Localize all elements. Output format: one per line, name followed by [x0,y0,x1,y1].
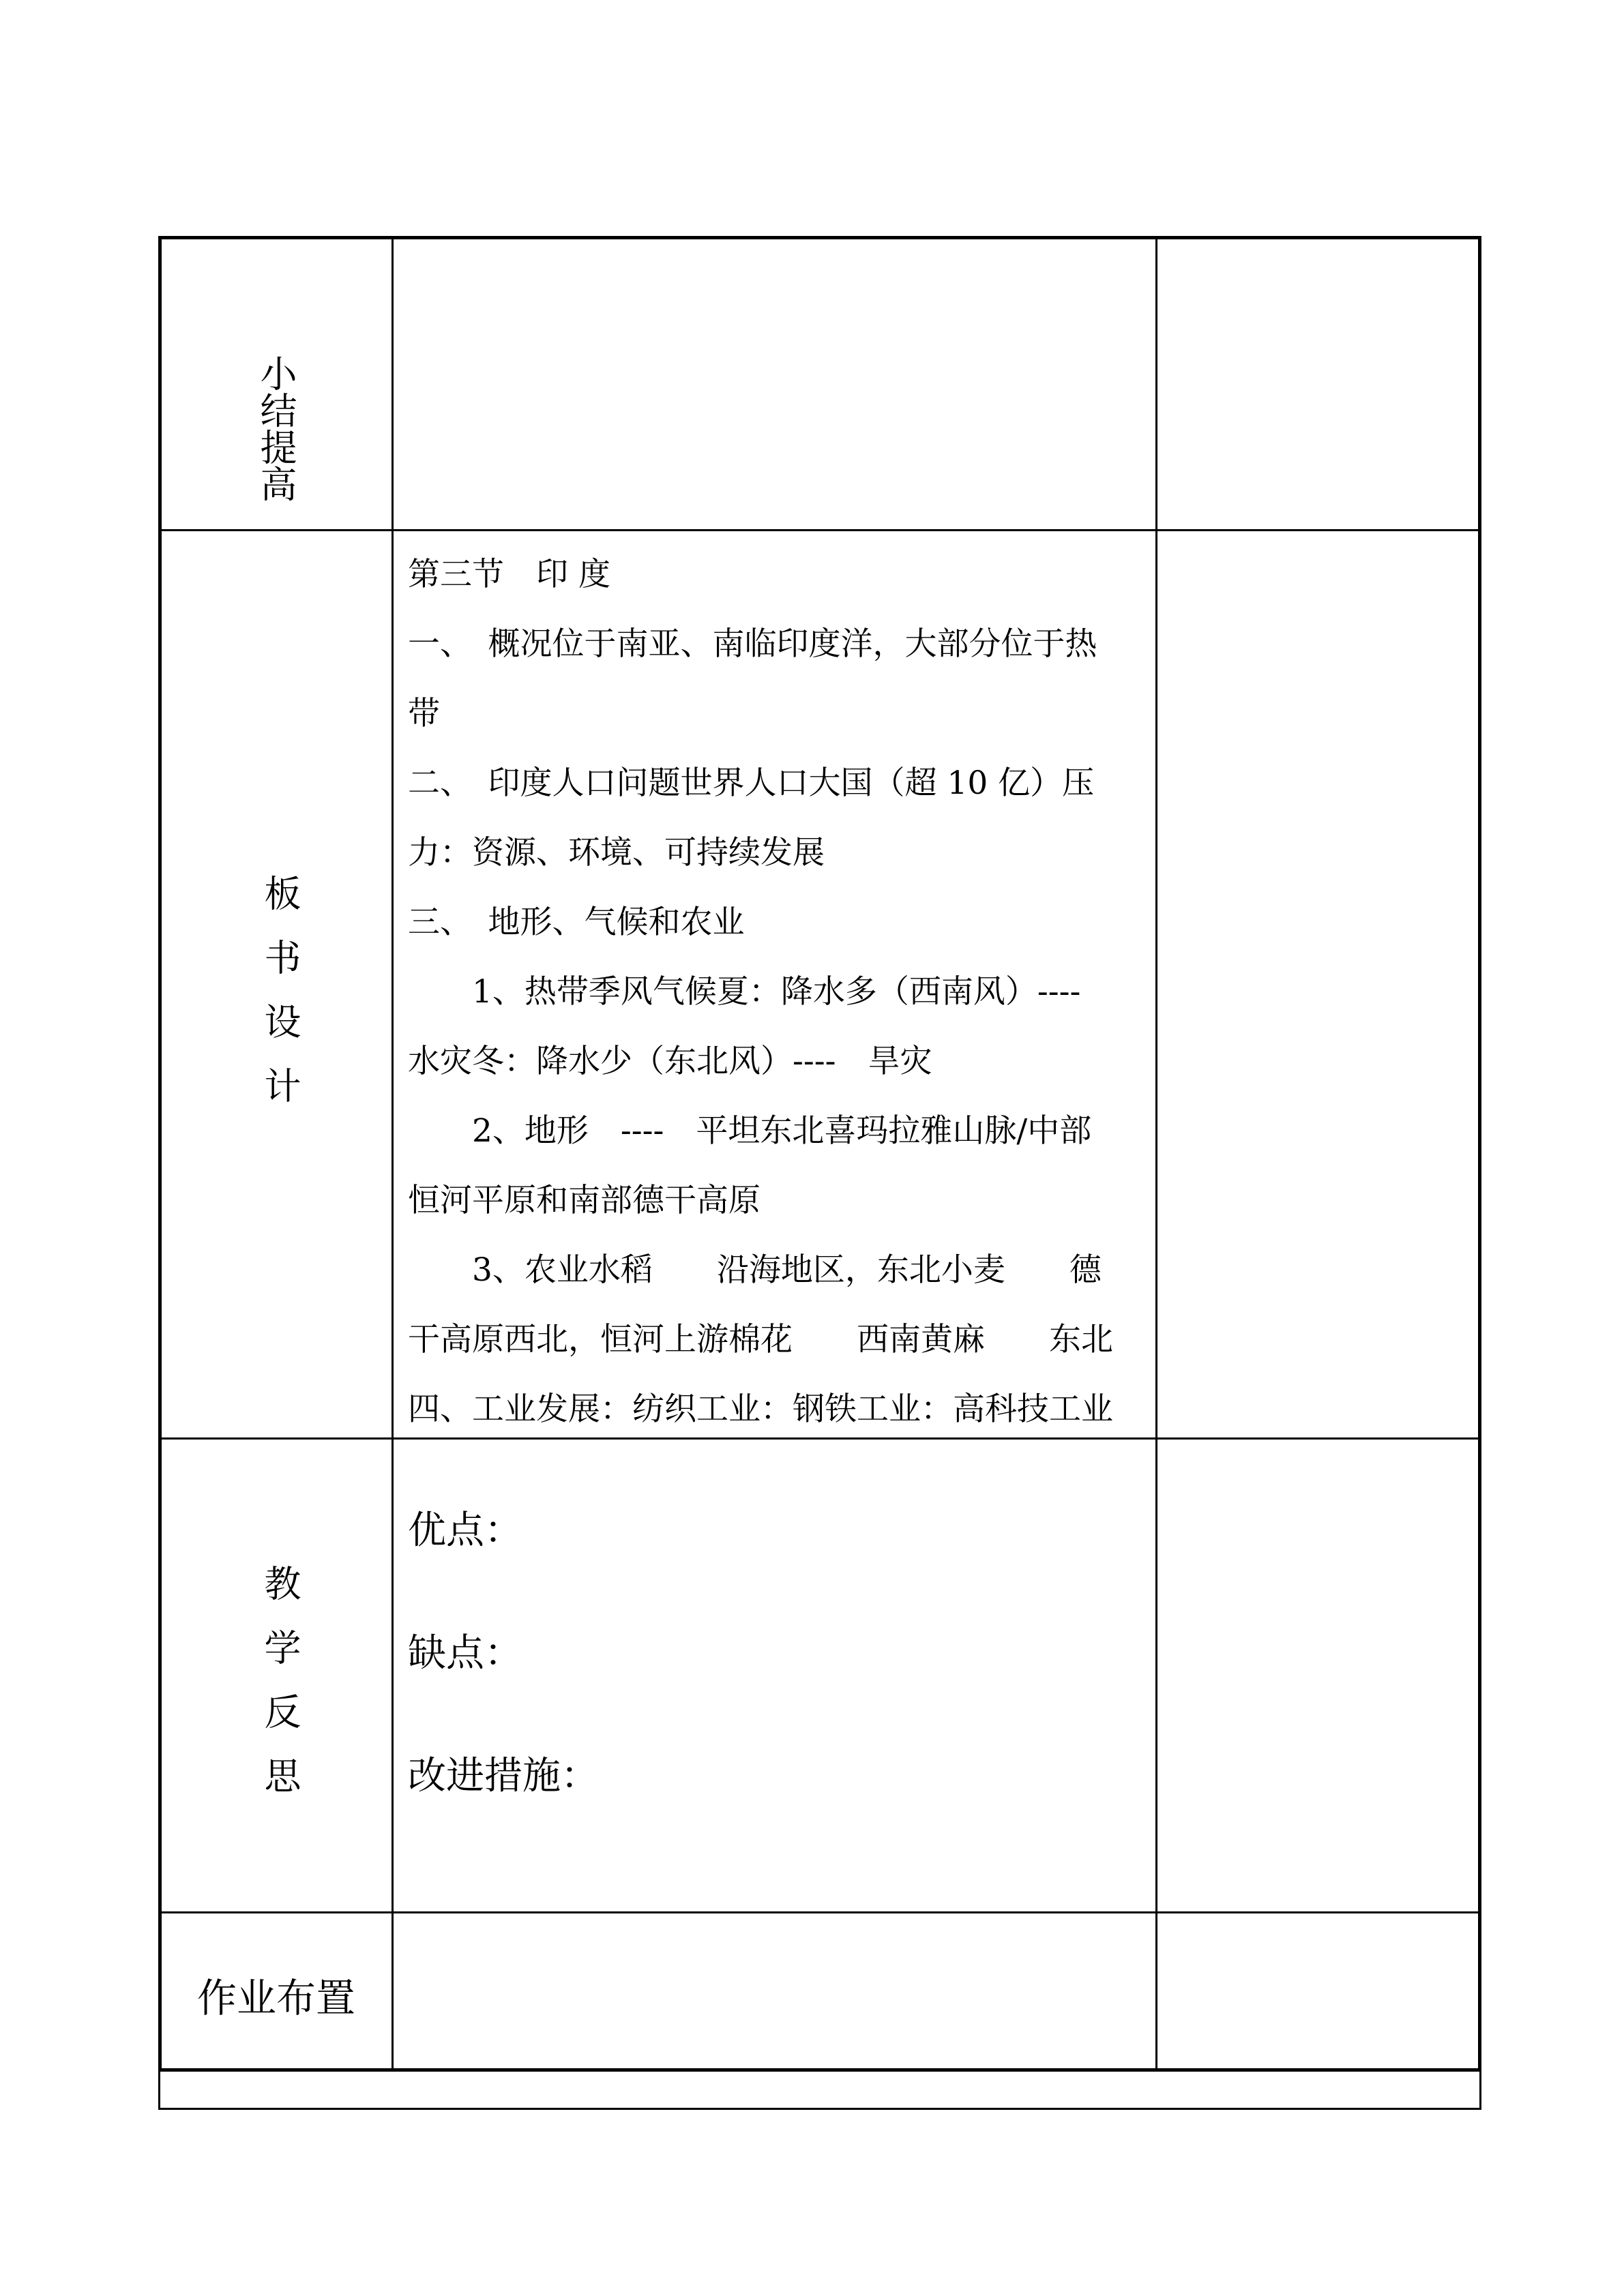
reflection-label: 教学反思 [259,1564,301,1821]
homework-label: 作业布置 [196,1975,355,2021]
board-line: 第三节 印 度 [408,556,610,593]
row-divider-1 [158,529,1481,531]
summary-label: 小结提高 [254,355,297,502]
board-line: 恒河平原和南部德干高原 [408,1182,761,1219]
board-line: 力：资源、环境、可持续发展 [408,834,825,871]
board-line: 3、农业水稻 沿海地区，东北小麦 德 [408,1251,1102,1289]
reflection-cons: 缺点： [408,1631,522,1675]
board-line: 1、热带季风气候夏：降水多（西南风）---- [408,973,1081,1011]
board-line: 三、 地形、气候和农业 [408,904,745,941]
column-divider-1 [392,236,394,2072]
board-line: 水灾冬：降水少（东北风）---- 旱灾 [408,1043,932,1080]
board-line: 带 [408,695,440,732]
board-line: 干高原西北，恒河上游棉花 西南黄麻 东北 [408,1321,1113,1358]
board-line: 四、工业发展：纺织工业：钢铁工业：高科技工业 [408,1390,1113,1428]
board-line: 2、地形 ---- 平坦东北喜玛拉雅山脉/中部 [408,1112,1092,1150]
row-divider-3 [158,1911,1481,1913]
board-line: 一、 概况位于南亚、南临印度洋，大部分位于热 [408,625,1097,663]
reflection-improvements: 改进措施： [408,1754,599,1798]
trailing-empty-row [158,2070,1481,2110]
column-divider-2 [1155,236,1157,2072]
board-line: 二、 印度人口问题世界人口大国（超 10 亿）压 [408,764,1095,802]
reflection-content [408,1500,1151,1800]
reflection-pros: 优点： [408,1508,522,1553]
board-design-content [408,540,1151,1444]
board-design-label: 板书设计 [259,874,301,1131]
